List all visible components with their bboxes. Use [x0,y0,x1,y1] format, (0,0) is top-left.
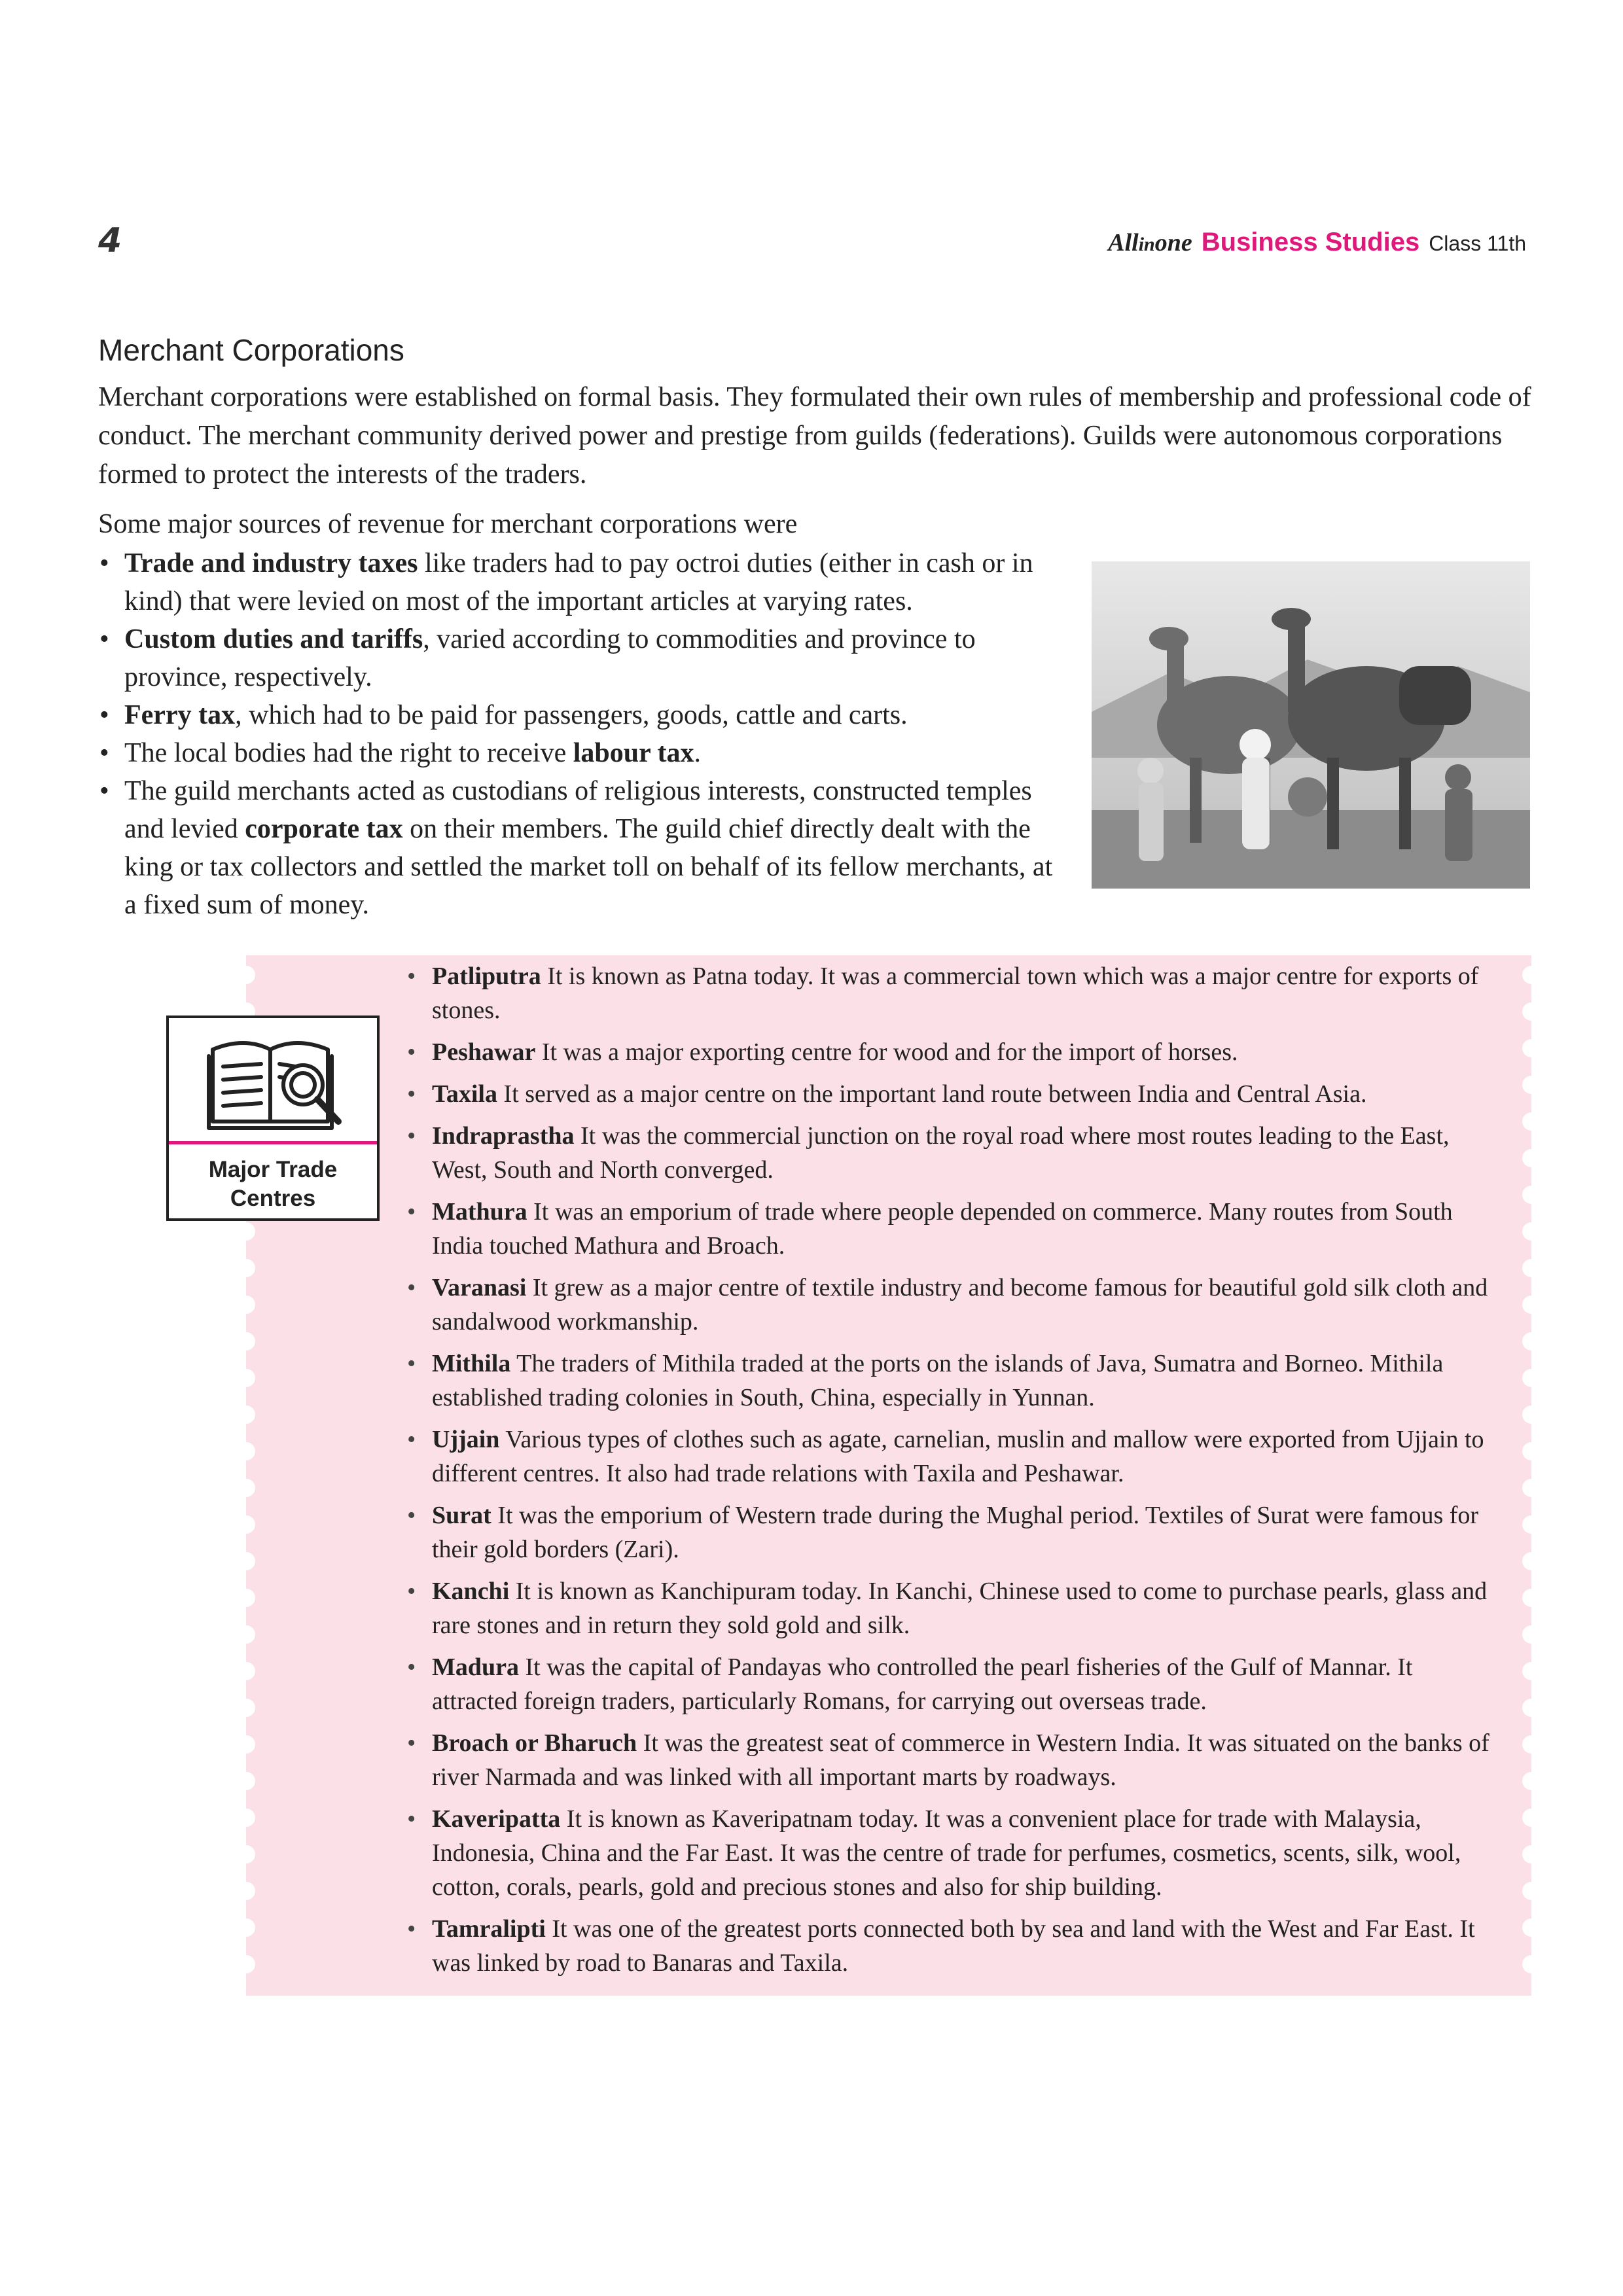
list-item: • Peshawar It was a major exporting centre for wood and for the import of horses. [406,1035,1492,1069]
list-item: • Patliputra It is known as Patna today. It was a commercial town which was a major centre for exports of stones. [406,959,1492,1027]
revenue-sources-list [98,544,1060,924]
list-item: • Varanasi It grew as a major centre of textile industry and become famous for beautiful gold silk cloth and sandalwood workmanship. [406,1271,1492,1339]
book-magnifier-icon [205,1030,349,1141]
list-item: • Mathura It was an emporium of trade where people depended on commerce. Many routes from South India touched Mathura and Broach. [406,1195,1492,1263]
sources-lead: Some major sources of revenue for merchant corporations were [98,509,798,539]
subject-title: Business Studies [1201,228,1420,256]
list-item: • The local bodies had the right to receive labour tax. [98,734,1060,772]
trade-centres-list [406,959,1492,1988]
list-item: • Taxila It served as a major centre on the important land route between India and Central Asia. [406,1077,1492,1111]
list-item: • Indraprastha It was the commercial junction on the royal road where most routes leading to the East, West, South and North converged. [406,1119,1492,1187]
intro-paragraph: Merchant corporations were established on formal basis. They formulated their own rules of membership and professional code of conduct. The merchant community derived power and prestige from guilds (federations). Guilds were autonomous corporations formed to protect the interests of the traders. [98,382,1531,489]
list-item: • Madura It was the capital of Pandayas who controlled the pearl fisheries of the Gulf of Mannar. It attracted foreign traders, particularly Romans, for carrying out overseas trade. [406,1650,1492,1718]
list-item: • The guild merchants acted as custodians of religious interests, constructed temples and levied corporate tax on their members. The guild chief directly dealt with the king or tax collectors and settled the market toll on behalf of its fellow merchants, at a fixed sum of money. [98,772,1060,924]
list-item: • Surat It was the emporium of Western trade during the Mughal period. Textiles of Surat were famous for their gold borders (Zari). [406,1498,1492,1566]
brand-logo: Allinone [1108,229,1192,256]
camel-caravan-image [1092,561,1530,889]
section-title: Merchant Corporations [98,333,404,367]
list-item: • Tamralipti It was one of the greatest ports connected both by sea and land with the West and Far East. It was linked by road to Banaras and Taxila. [406,1912,1492,1980]
major-trade-centres-badge [166,1016,380,1221]
list-item: • Mithila The traders of Mithila traded at the ports on the islands of Java, Sumatra and Borneo. Mithila established trading colonies in South, China, especially in Yunnan. [406,1347,1492,1415]
list-item: • Kanchi It is known as Kanchipuram today. In Kanchi, Chinese used to come to purchase pearls, glass and rare stones and in return they sold gold and silk. [406,1574,1492,1642]
list-item: • Broach or Bharuch It was the greatest seat of commerce in Western India. It was situated on the banks of river Narmada and was linked with all important marts by roadways. [406,1726,1492,1794]
class-label: Class 11th [1429,232,1526,255]
page-number: 4 [98,221,122,260]
list-item: • Custom duties and tariffs, varied according to commodities and province to province, respectively. [98,620,1060,696]
running-header [1108,228,1526,257]
list-item: • Kaveripatta It is known as Kaveripatnam today. It was a convenient place for trade with Malaysia, Indonesia, China and the Far East. It was the centre of trade for perfumes, cosmetics, scents, silk, wool, cotton, corals, pearls, gold and precious stones and also for ship building. [406,1802,1492,1904]
list-item: • Ferry tax, which had to be paid for passengers, goods, cattle and carts. [98,696,1060,734]
badge-label: Major Trade Centres [208,1157,338,1211]
list-item: • Ujjain Various types of clothes such as agate, carnelian, muslin and mallow were exported from Ujjain to different centres. It also had trade relations with Taxila and Peshawar. [406,1422,1492,1491]
list-item: • Trade and industry taxes like traders had to pay octroi duties (either in cash or in kind) that were levied on most of the important articles at varying rates. [98,544,1060,620]
badge-divider [169,1141,377,1144]
